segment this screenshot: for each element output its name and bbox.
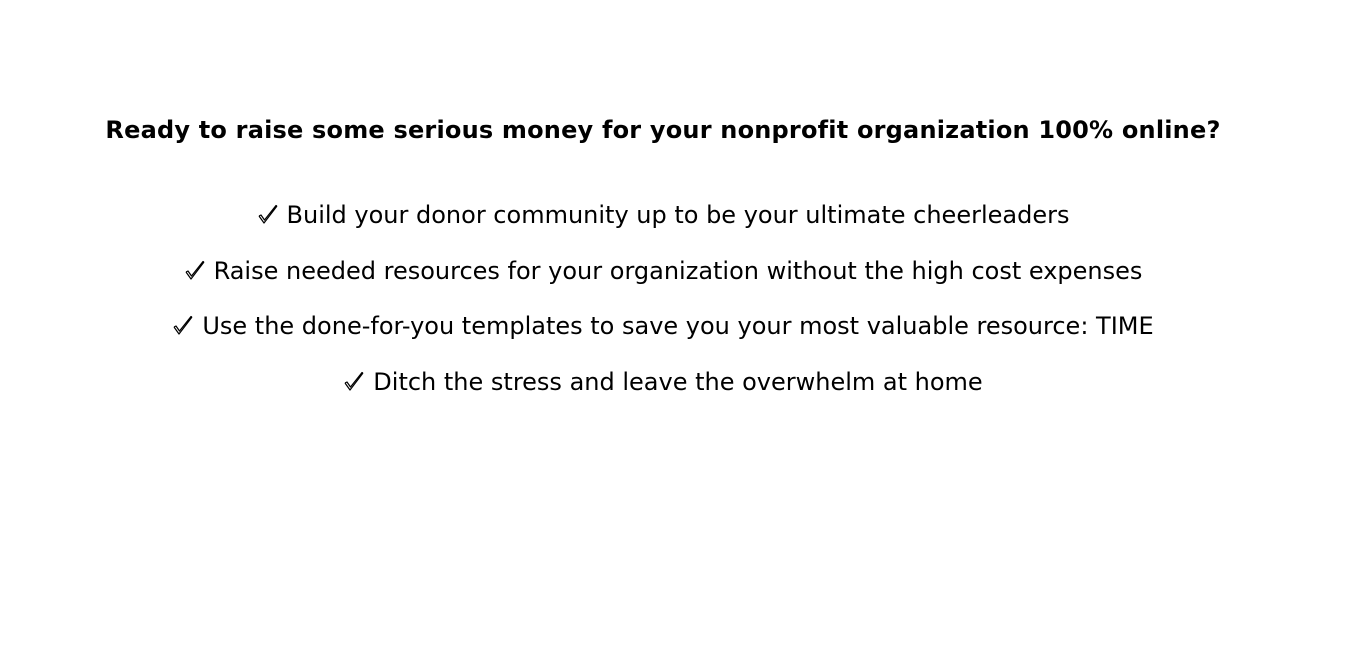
check-mark-icon (343, 371, 365, 393)
check-mark-icon (257, 204, 279, 226)
benefit-item (0, 198, 1326, 254)
check-mark-icon (172, 315, 194, 337)
headline: Ready to raise some serious money for your nonprofit organization 100% online? (105, 116, 1221, 144)
benefit-text: Build your donor community up to be your ultimate cheerleaders (286, 201, 1070, 229)
benefits-list (0, 198, 1326, 421)
benefit-text: Ditch the stress and leave the overwhelm at home (373, 368, 983, 397)
benefit-item (0, 254, 1326, 310)
benefit-text: Use the done-for-you templates to save you your most valuable resource: TIME (202, 312, 1154, 341)
benefit-item (0, 365, 1326, 421)
benefit-text: Raise needed resources for your organization without the high cost expenses (213, 256, 1143, 285)
check-mark-icon (184, 260, 206, 282)
benefit-item (0, 309, 1326, 365)
